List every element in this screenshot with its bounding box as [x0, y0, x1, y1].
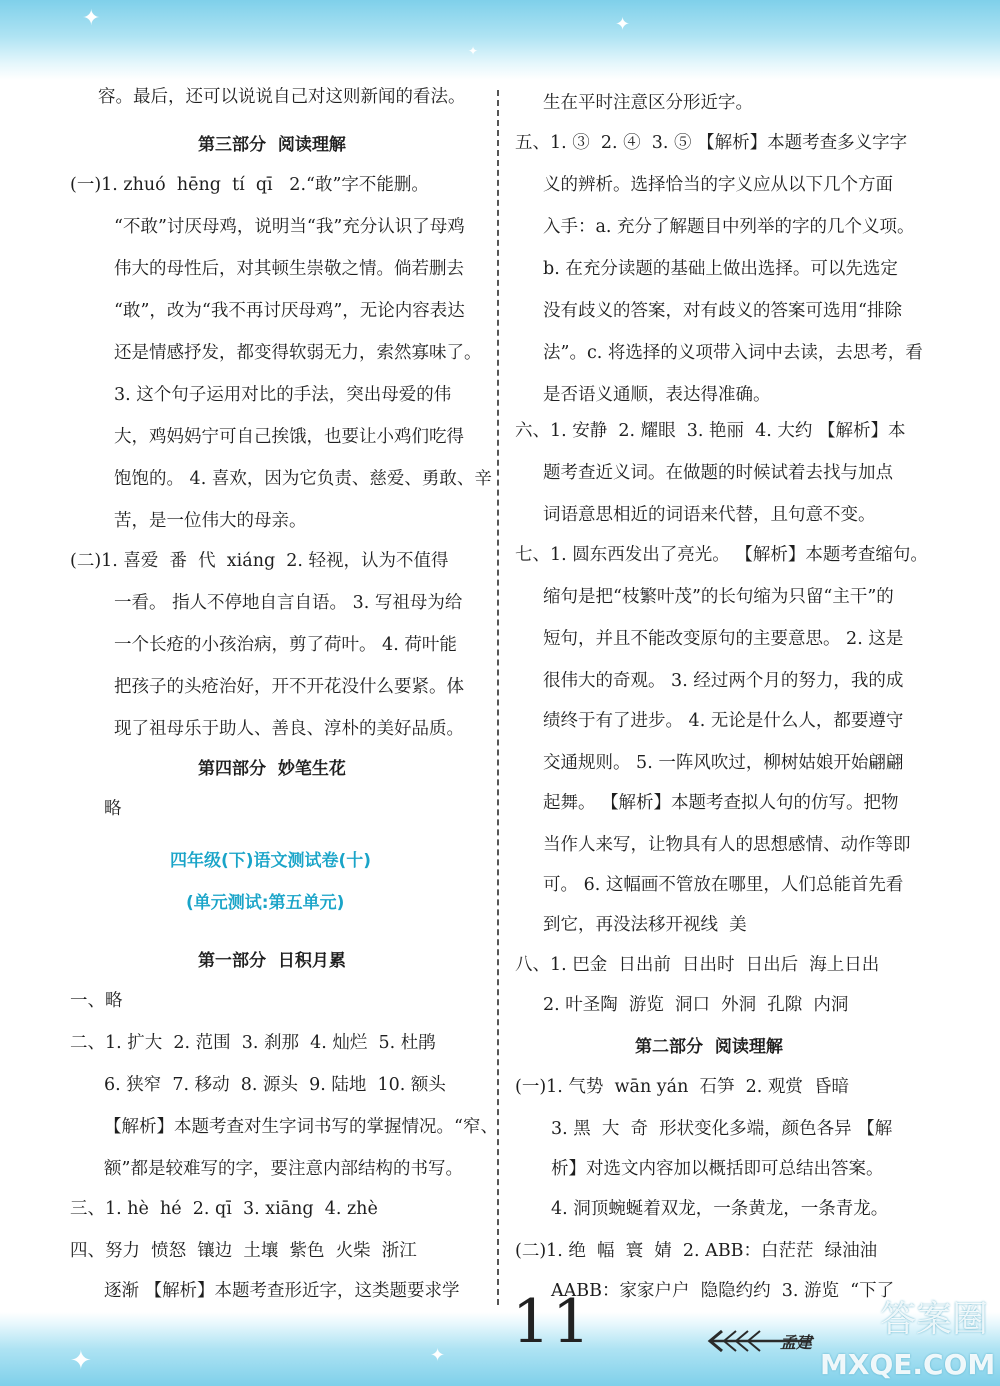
answer-line: 【解析】本题考查对生字词书写的掌握情况。“窄、: [104, 1117, 498, 1137]
sparkle-icon: ✦: [430, 1345, 446, 1366]
answer-line: 6. 狭窄 7. 移动 8. 源头 9. 陆地 10. 额头: [104, 1075, 446, 1095]
answer-line: 还是情感抒发，都变得软弱无力，索然寡味了。: [114, 343, 482, 363]
page-number: 11: [512, 1287, 593, 1357]
answer-line: 生在平时注意区分形近字。: [543, 93, 753, 113]
answer-line: 词语意思相近的词语来代替，且句意不变。: [543, 505, 876, 525]
answer-line: 缩句是把“枝繁叶茂”的长句缩为只留“主干”的: [543, 587, 894, 607]
answer-line: (一)1. zhuó hēng tí qī 2.“敢”字不能删。: [70, 175, 429, 195]
answer-line: 把孩子的头疮治好，开不开花没什么要紧。体: [114, 677, 464, 697]
answer-line: 交通规则。 5. 一阵风吹过，柳树姑娘开始翩翩: [543, 753, 904, 773]
answer-line: 入手：a. 充分了解题目中列举的字的几个义项。: [543, 217, 915, 237]
sparkle-icon: ✦: [468, 44, 479, 58]
answer-line: b. 在充分读题的基础上做出选择。可以先选定: [543, 259, 898, 279]
watermark-logo: 答案圈: [880, 1299, 989, 1340]
answer-line: 是否语义通顺，表达得准确。: [543, 385, 771, 405]
sparkle-icon: ✦: [82, 6, 101, 31]
answer-line: 现了祖母乐于助人、善良、淳朴的美好品质。: [114, 719, 464, 739]
sparkle-icon: ✦: [70, 1346, 92, 1376]
top-banner: [0, 0, 1000, 80]
answer-line: 四、努力 愤怒 镶边 土壤 紫色 火柴 浙江: [70, 1241, 417, 1261]
answer-line: 额”都是较难写的字，要注意内部结构的书写。: [104, 1159, 463, 1179]
answer-line: 大，鸡妈妈宁可自己挨饿，也要让小鸡们吃得: [114, 427, 464, 447]
publisher-brand: 孟建: [780, 1333, 813, 1352]
answer-line: (二)1. 绝 幅 寰 婧 2. ABB：白茫茫 绿油油: [515, 1241, 878, 1261]
answer-line: 没有歧义的答案，对有歧义的答案可选用“排除: [543, 301, 902, 321]
answer-line: 二、1. 扩大 2. 范围 3. 刹那 4. 灿烂 5. 杜鹃: [70, 1033, 436, 1053]
answer-line: 3. 这个句子运用对比的手法，突出母爱的伟: [114, 385, 452, 405]
section-heading: 第一部分 日积月累: [198, 951, 346, 971]
answer-line: 很伟大的奇观。 3. 经过两个月的努力，我的成: [543, 671, 904, 691]
answer-line: 题考查近义词。在做题的时候试着去找与加点: [543, 463, 893, 483]
answer-line: 苦，是一位伟大的母亲。: [114, 511, 307, 531]
answer-line: 当作人来写，让物具有人的思想感情、动作等即: [543, 835, 911, 855]
answer-line: 七、1. 圆东西发出了亮光。 【解析】本题考查缩句。: [515, 545, 928, 565]
answer-line: 到它，再没法移开视线 美: [543, 915, 747, 935]
test-subtitle: (单元测试:第五单元): [186, 893, 345, 913]
section-heading: 第二部分 阅读理解: [635, 1037, 783, 1057]
watermark-text: MXQE.COM: [820, 1348, 996, 1381]
answer-line: “不敢”讨厌母鸡，说明当“我”充分认识了母鸡: [114, 217, 465, 237]
answer-line: “敢”，改为“我不再讨厌母鸡”，无论内容表达: [114, 301, 465, 321]
section-heading: 第四部分 妙笔生花: [198, 759, 346, 779]
answer-line: 容。最后，还可以说说自己对这则新闻的看法。: [98, 87, 466, 107]
answer-line: 一看。 指人不停地自言自语。 3. 写祖母为给: [114, 593, 463, 613]
answer-line: 饱饱的。 4. 喜欢，因为它负责、慈爱、勇敢、辛: [114, 469, 492, 489]
answer-line: 六、1. 安静 2. 耀眼 3. 艳丽 4. 大约 【解析】本: [515, 421, 906, 441]
answer-line: 2. 叶圣陶 游览 洞口 外洞 孔隙 内洞: [543, 995, 849, 1015]
sparkle-icon: ✦: [615, 14, 631, 35]
answer-line: 一个长疮的小孩治病，剪了荷叶。 4. 荷叶能: [114, 635, 457, 655]
answer-line: 可。 6. 这幅画不管放在哪里，人们总能首先看: [543, 875, 904, 895]
answer-line: 三、1. hè hé 2. qī 3. xiāng 4. zhè: [70, 1199, 378, 1219]
answer-line: 伟大的母性后，对其顿生崇敬之情。倘若删去: [114, 259, 464, 279]
test-title: 四年级(下)语文测试卷(十): [170, 851, 372, 871]
answer-line: 析】对选文内容加以概括即可总结出答案。: [551, 1159, 884, 1179]
answer-line: 八、1. 巴金 日出前 日出时 日出后 海上日出: [515, 955, 880, 975]
answer-line: (二)1. 喜爱 番 代 xiáng 2. 轻视，认为不值得: [70, 551, 449, 571]
answer-line: 略: [104, 799, 122, 819]
answer-line: 逐渐 【解析】本题考查形近字，这类题要求学: [104, 1281, 460, 1301]
answer-line: 4. 洞顶蜿蜒着双龙，一条黄龙，一条青龙。: [551, 1199, 889, 1219]
answer-line: 法”。c. 将选择的义项带入词中去读，去思考，看: [543, 343, 923, 363]
answer-line: (一)1. 气势 wān yán 石笋 2. 观赏 昏暗: [515, 1077, 850, 1097]
answer-line: 一、略: [70, 991, 123, 1011]
answer-line: 义的辨析。选择恰当的字义应从以下几个方面: [543, 175, 893, 195]
answer-line: 短句，并且不能改变原句的主要意思。 2. 这是: [543, 629, 904, 649]
answer-line: AABB：家家户户 隐隐约约 3. 游览 “下了: [551, 1281, 895, 1301]
section-heading: 第三部分 阅读理解: [198, 135, 346, 155]
answer-line: 五、1. ③ 2. ④ 3. ⑤ 【解析】本题考查多义字字: [515, 133, 908, 153]
answer-line: 起舞。 【解析】本题考查拟人句的仿写。把物: [543, 793, 899, 813]
answer-line: 3. 黑 大 奇 形状变化多端，颜色各异 【解: [551, 1119, 893, 1139]
answer-line: 绩终于有了进步。 4. 无论是什么人，都要遵守: [543, 711, 904, 731]
